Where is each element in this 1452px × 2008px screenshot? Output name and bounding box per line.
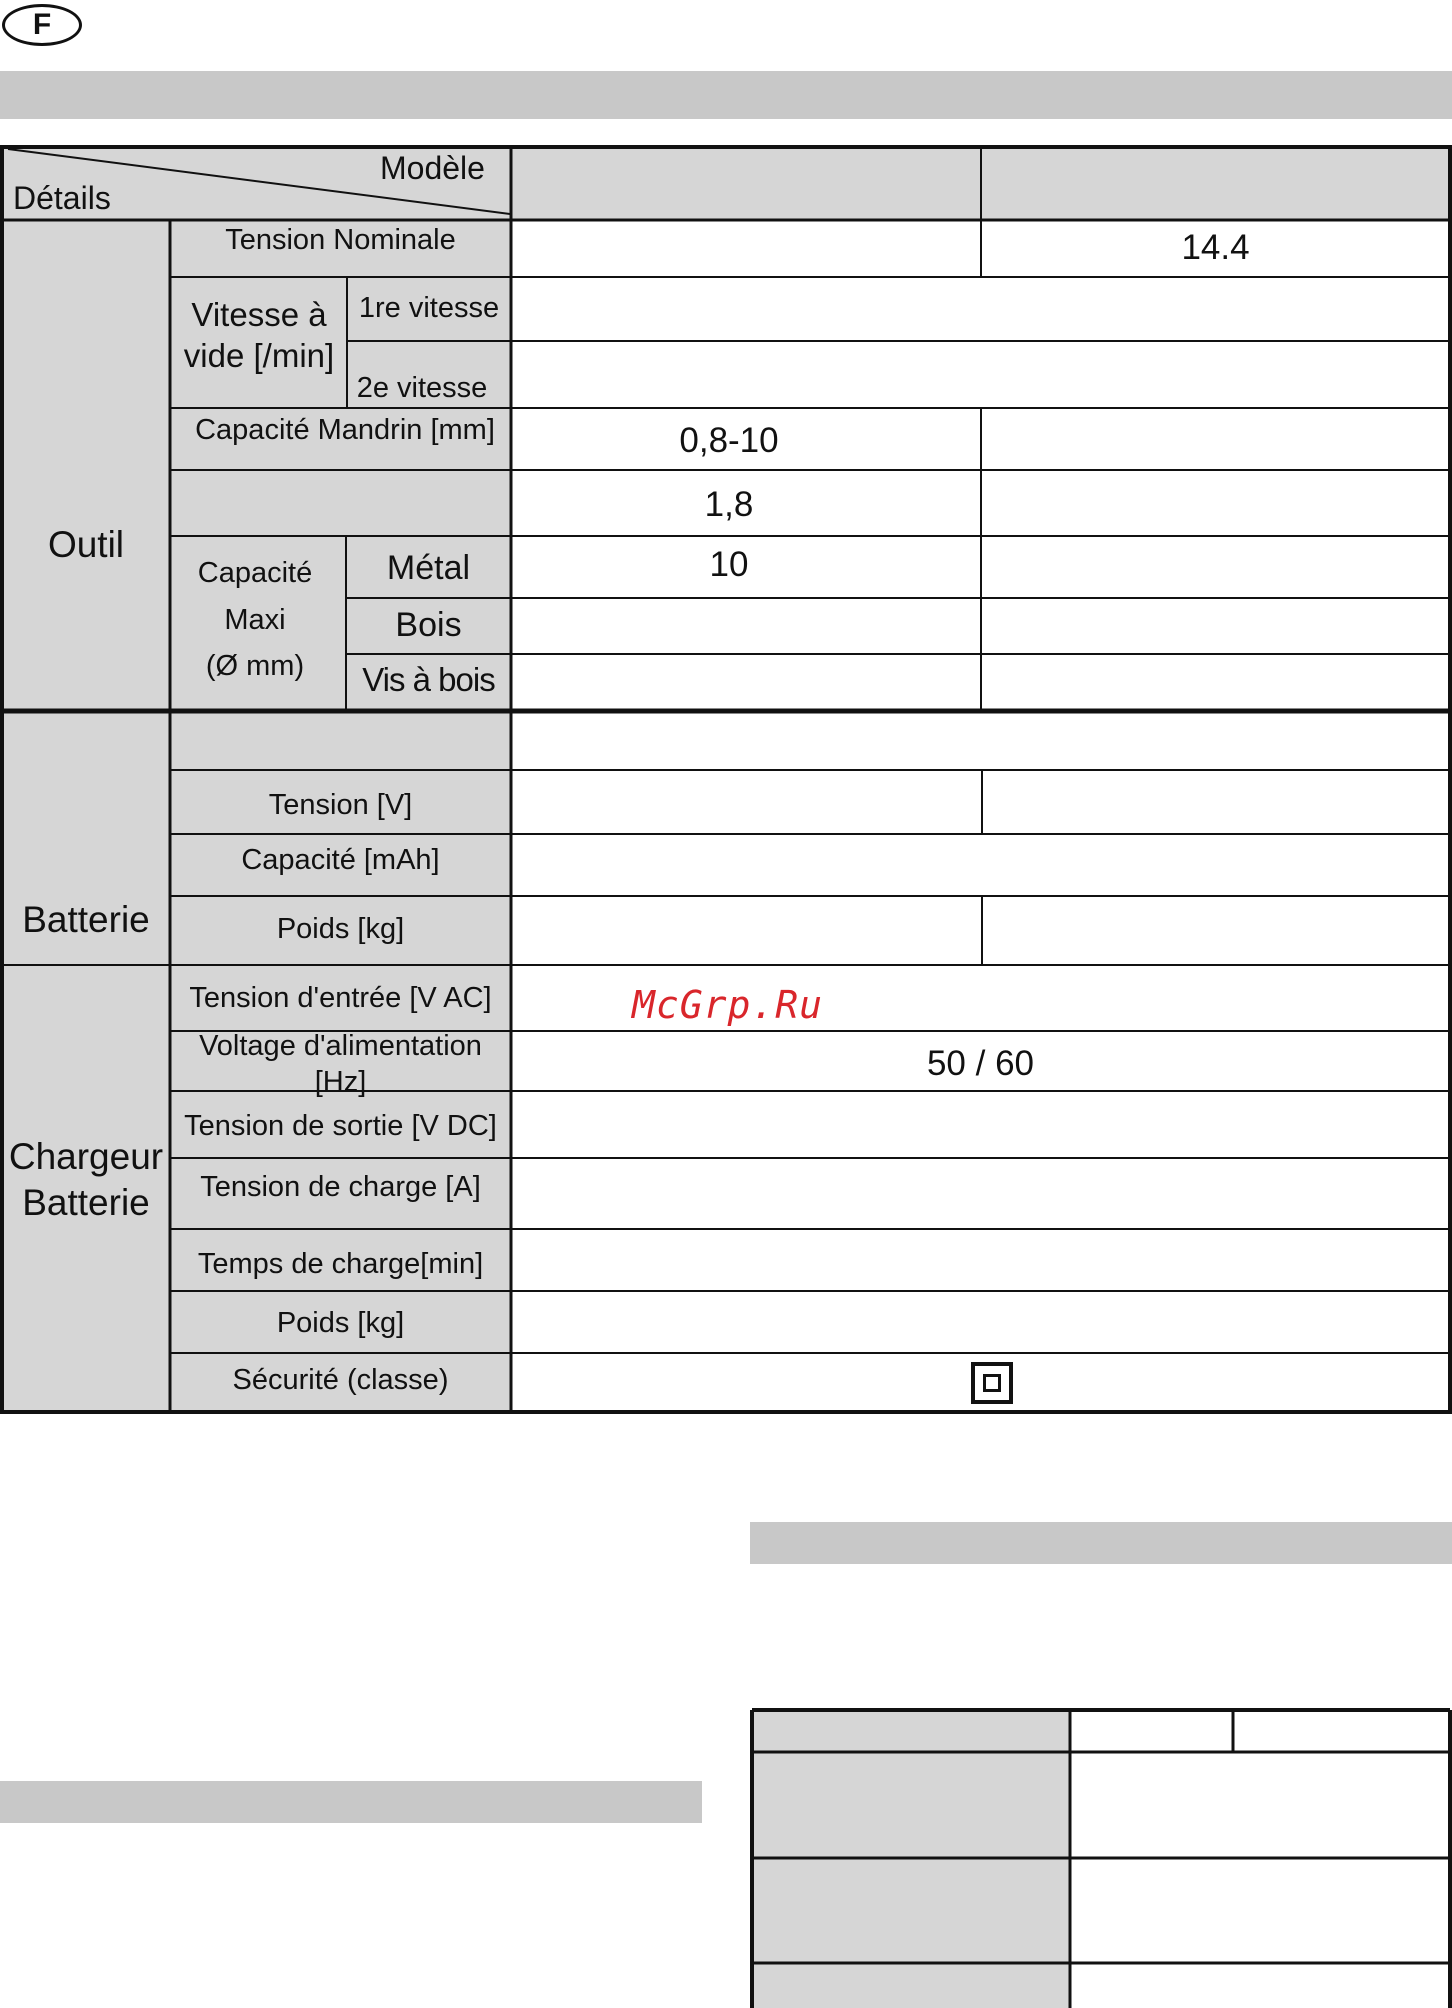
label-tension-nominale: Tension Nominale bbox=[225, 223, 456, 256]
label-metal: Métal bbox=[386, 548, 471, 587]
section-chargeur-line2: Batterie bbox=[22, 1182, 150, 1223]
label-tension-charge: Tension de charge [A] bbox=[200, 1170, 481, 1203]
section-batterie: Batterie bbox=[22, 898, 150, 940]
label-tension-sortie: Tension de sortie [V DC] bbox=[184, 1109, 497, 1142]
label-securite: Sécurité (classe) bbox=[232, 1363, 449, 1396]
label-capacite-maxi-line2: Maxi bbox=[224, 603, 286, 636]
label-capacite-maxi-line3: (Ø mm) bbox=[205, 650, 305, 683]
label-vitesse: Vitesse à vide [/min] bbox=[183, 295, 335, 374]
label-vitesse-1: 1re vitesse bbox=[358, 291, 500, 324]
label-batterie-poids: Poids [kg] bbox=[276, 912, 405, 945]
label-batterie-capacite: Capacité [mAh] bbox=[241, 843, 440, 876]
value-metal: 10 bbox=[709, 544, 749, 584]
header-details-label: Détails bbox=[13, 180, 111, 216]
header-model-label: Modèle bbox=[380, 150, 485, 186]
label-bois: Bois bbox=[395, 605, 462, 644]
label-voltage-alim: Voltage d'alimentation [Hz] bbox=[199, 1029, 482, 1098]
value-voltage-alim: 50 / 60 bbox=[926, 1044, 1035, 1083]
label-tension-entree: Tension d'entrée [V AC] bbox=[189, 981, 492, 1014]
section-outil: Outil bbox=[47, 523, 125, 565]
label-batterie-tension: Tension [V] bbox=[268, 788, 413, 821]
label-chargeur-poids: Poids [kg] bbox=[276, 1306, 405, 1339]
value-row-1-8: 1,8 bbox=[704, 484, 754, 524]
language-badge: F bbox=[2, 4, 82, 46]
label-temps-charge: Temps de charge[min] bbox=[197, 1247, 484, 1280]
label-vis: Vis à bois bbox=[362, 661, 495, 699]
label-capacite-maxi-line1: Capacité bbox=[197, 557, 313, 590]
value-tension-nominale: 14.4 bbox=[1181, 228, 1250, 267]
label-vitesse-2: 2e vitesse bbox=[356, 371, 488, 404]
label-capacite-mandrin: Capacité Mandrin [mm] bbox=[195, 413, 495, 446]
value-capacite-mandrin: 0,8-10 bbox=[679, 420, 779, 460]
watermark-text: McGrp.Ru bbox=[632, 983, 824, 1027]
section-chargeur-line1: Chargeur bbox=[8, 1135, 164, 1177]
